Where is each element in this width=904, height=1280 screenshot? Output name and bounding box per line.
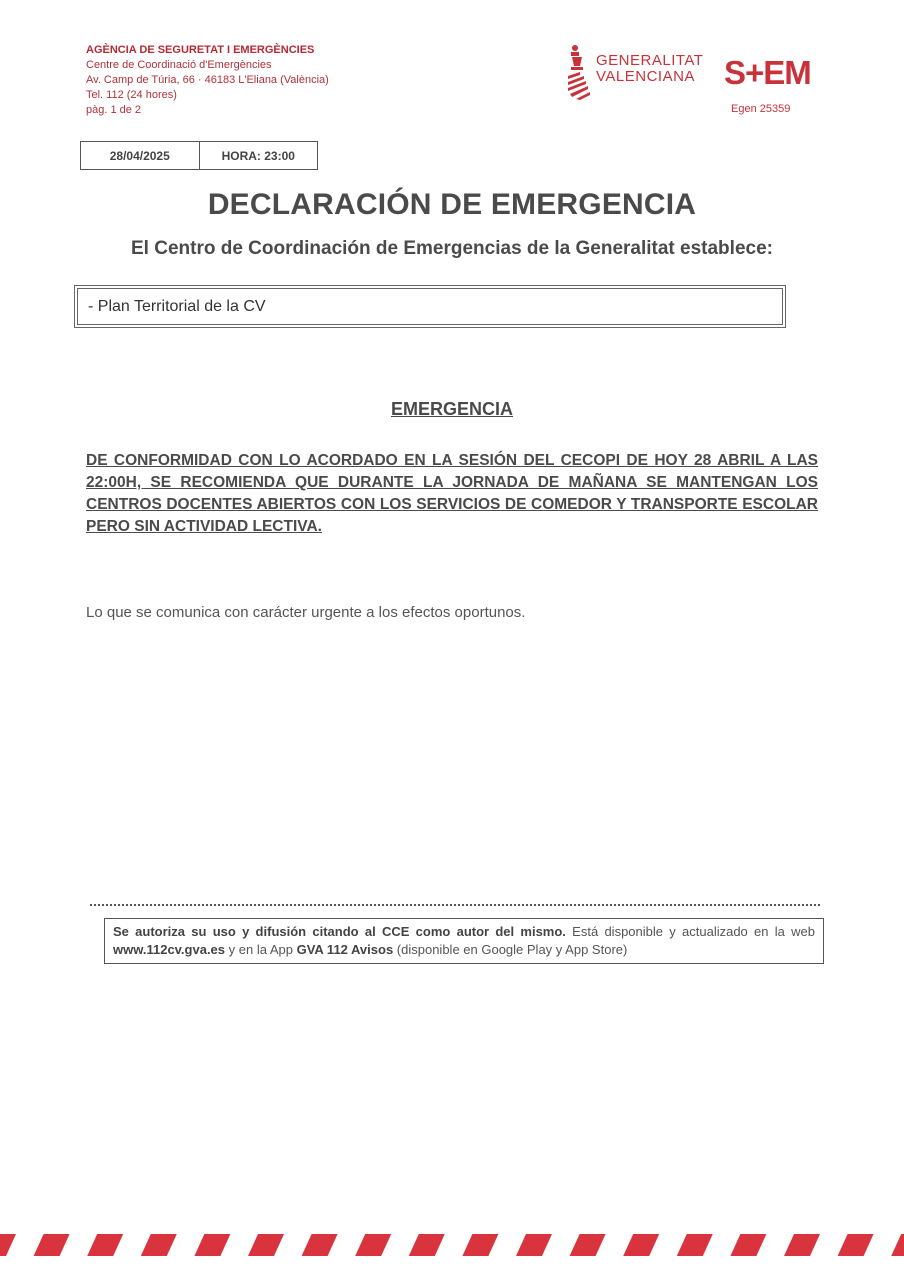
egen-code: Egen 25359 — [731, 103, 791, 115]
stripe — [194, 1234, 230, 1256]
stripe — [570, 1234, 606, 1256]
generalitat-logo-text — [596, 53, 703, 85]
agency-address: Av. Camp de Túria, 66 · 46183 L'Eliana (València) — [86, 74, 329, 86]
stripe — [248, 1234, 284, 1256]
footer-text-3: (disponible en Google Play y App Store) — [393, 942, 628, 957]
stripe — [409, 1234, 445, 1256]
footer-notice — [104, 918, 824, 964]
page-subtitle: El Centro de Coordinación de Emergencias de la Generalitat establece: — [131, 238, 773, 259]
plan-box — [74, 285, 786, 328]
stripe — [302, 1234, 338, 1256]
stripe — [34, 1234, 70, 1256]
footer-authorization: Se autoriza su uso y difusión citando al CCE como autor del mismo. — [113, 924, 566, 939]
footer-web-link: www.112cv.gva.es — [113, 942, 226, 957]
logo-line-1: GENERALITAT — [596, 52, 704, 69]
stripe — [355, 1234, 391, 1256]
stripe-band — [0, 1234, 904, 1256]
stripe — [838, 1234, 874, 1256]
agency-block — [86, 43, 329, 118]
agency-center: Centre de Coordinació d'Emergències — [86, 59, 272, 71]
stripe — [891, 1234, 904, 1256]
footer-text-1: Está disponible y actualizado en la web — [565, 924, 815, 939]
section-title: EMERGENCIA — [390, 399, 513, 419]
stripe — [141, 1234, 177, 1256]
stripe — [730, 1234, 766, 1256]
sem-logo-text: S+EM — [724, 54, 811, 91]
agency-name: AGÈNCIA DE SEGURETAT I EMERGÈNCIES — [86, 44, 315, 56]
date-cell: 28/04/2025 — [109, 148, 170, 163]
stripe — [462, 1234, 498, 1256]
stripe — [87, 1234, 123, 1256]
stripe — [784, 1234, 820, 1256]
footer-app-name: GVA 112 Avisos — [296, 942, 394, 957]
page-title: DECLARACIÓN DE EMERGENCIA — [207, 188, 697, 221]
footer-text-2: y en la App — [225, 942, 297, 957]
stripe — [623, 1234, 659, 1256]
page-number: pàg. 1 de 2 — [86, 104, 142, 116]
declaration-body: DE CONFORMIDAD CON LO ACORDADO EN LA SESIÓN DEL CECOPI DE HOY 28 ABRIL A LAS 22:00H, SE RECOMIENDA QUE DURANTE LA JORNADA DE MAÑANA SE MANTENGAN LOS CENTROS DOCENTES ABIERTOS CON LOS SERVICIOS DE COMEDOR Y TRANSPORTE ESCOLAR PERO SIN ACTIVIDAD LECTIVA. — [86, 452, 818, 535]
agency-phone: Tel. 112 (24 hores) — [86, 89, 177, 101]
dotted-divider — [90, 904, 820, 906]
stripe — [0, 1234, 16, 1256]
date-time-box — [80, 141, 318, 170]
stripe — [677, 1234, 713, 1256]
sem-logo — [724, 52, 816, 92]
generalitat-emblem-icon — [566, 44, 592, 100]
closing-text: Lo que se comunica con carácter urgente a los efectos oportunos. — [86, 604, 526, 621]
time-cell: HORA: 23:00 — [199, 142, 318, 169]
generalitat-logo — [566, 44, 706, 100]
stripe — [516, 1234, 552, 1256]
plan-text: - Plan Territorial de la CV — [77, 288, 783, 325]
logo-line-2: VALENCIANA — [596, 68, 695, 85]
